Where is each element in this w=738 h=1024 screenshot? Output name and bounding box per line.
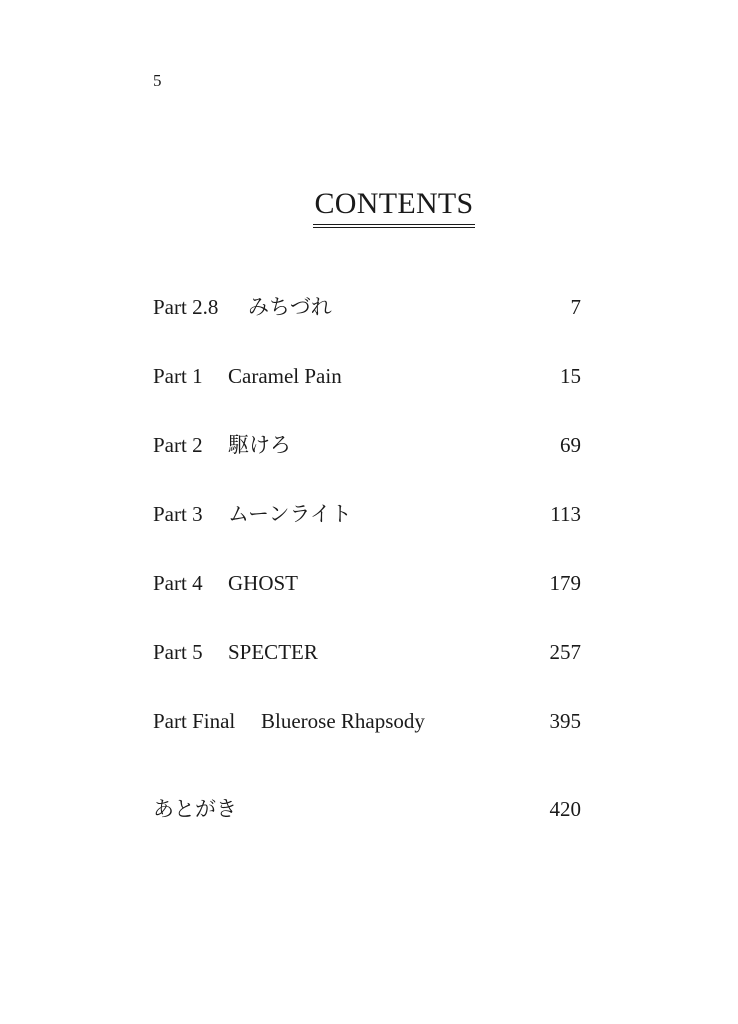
toc-entry-label: Part 4	[153, 571, 203, 595]
toc-entry-title: SPECTER	[228, 640, 318, 664]
toc-entry-label: Part 5	[153, 640, 203, 664]
toc-entry-label: あとがき	[153, 797, 237, 821]
toc-entry-label: Part 1	[153, 364, 203, 388]
toc-entry[interactable]	[153, 707, 581, 735]
toc-entry-page: 257	[549, 640, 581, 664]
toc-entry-label: Part 2.8	[153, 295, 219, 319]
toc-entry-page: 179	[549, 571, 581, 595]
toc-entry[interactable]	[153, 293, 581, 321]
toc-entry-title: ムーンライト	[228, 502, 352, 526]
toc-entry-page: 7	[570, 295, 581, 319]
toc-entry-label: Part 2	[153, 433, 203, 457]
toc-entry-page: 15	[560, 364, 581, 388]
contents-title: CONTENTS	[313, 186, 474, 228]
toc-entry-page: 113	[550, 502, 581, 526]
toc-entry[interactable]	[153, 431, 581, 459]
toc-entry[interactable]	[153, 500, 581, 528]
toc-entry[interactable]	[153, 362, 581, 390]
toc-entry-title: GHOST	[228, 571, 299, 595]
toc-entry-label: Part 3	[153, 502, 203, 526]
toc-entry-page: 395	[549, 709, 581, 733]
toc-entry-page: 420	[549, 797, 581, 821]
toc-entry-title: みちづれ	[248, 295, 332, 319]
page-number: 5	[153, 71, 162, 90]
toc-entry[interactable]	[153, 569, 581, 597]
toc-entry-afterword[interactable]	[153, 795, 581, 823]
toc-entry-title: Bluerose Rhapsody	[261, 709, 425, 733]
toc-entry-label: Part Final	[153, 709, 236, 733]
toc-entry-page: 69	[560, 433, 581, 457]
title-container	[0, 186, 738, 228]
toc-entry[interactable]	[153, 638, 581, 666]
toc-entry-title: Caramel Pain	[228, 364, 342, 388]
toc-entry-title: 駆けろ	[228, 433, 291, 457]
